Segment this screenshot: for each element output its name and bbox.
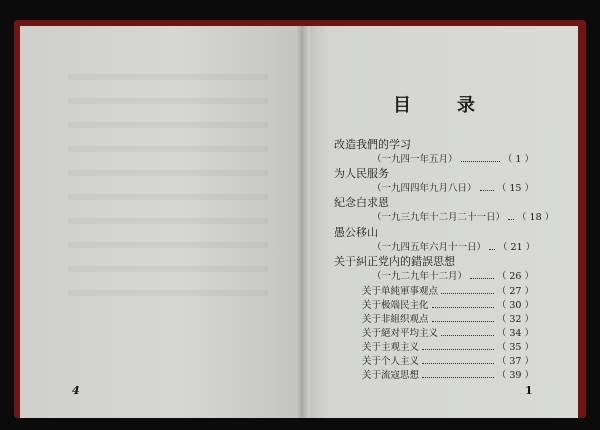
show-through-text	[68, 74, 268, 80]
toc-entry-date: （一九三九年十二月二十一日）	[372, 212, 506, 223]
toc-entry-title: 改造我們的学习	[334, 138, 411, 151]
toc-subsection	[362, 367, 534, 381]
toc-entry-date-line	[372, 209, 555, 223]
leader-dots	[432, 300, 494, 308]
toc-entry-date: （一九二九年十二月）	[372, 271, 468, 282]
toc-page-ref: （ 32 ）	[496, 314, 534, 325]
leader-dots	[441, 286, 494, 294]
toc-subsection-title: 关于极端民主化	[362, 300, 429, 311]
toc-subsection-title: 关于单純軍事观点	[362, 286, 439, 297]
toc-entry-date: （一九四四年九月八日）	[372, 183, 477, 194]
toc-page-ref: （ 35 ）	[496, 342, 534, 353]
toc-page-ref: （ 34 ）	[496, 328, 534, 339]
toc-subsection	[362, 283, 534, 297]
toc-entry-date-line	[372, 180, 534, 194]
toc-entry-title: 关于糾正党内的錯誤思想	[334, 255, 455, 268]
show-through-text	[68, 242, 268, 248]
toc-title-char: 录	[457, 95, 475, 116]
toc-page-ref: （ 15 ）	[496, 183, 534, 194]
toc-entry-date-line	[372, 268, 534, 282]
toc-page-ref: （ 26 ）	[496, 271, 534, 282]
right-page-number: 1	[525, 384, 533, 397]
show-through-text	[68, 290, 268, 296]
book-gutter	[296, 26, 310, 418]
leader-dots	[489, 242, 495, 250]
leader-dots	[422, 356, 494, 364]
show-through-text	[68, 98, 268, 104]
toc-subsection	[362, 297, 534, 311]
toc-subsection	[362, 325, 534, 339]
toc-page-ref: （ 27 ）	[496, 286, 534, 297]
toc-subsection	[362, 353, 534, 367]
toc-title-char: 目	[393, 95, 411, 116]
toc-entry-date-line	[372, 239, 534, 253]
leader-dots	[508, 212, 514, 220]
toc-entry-date: （一九四五年六月十一日）	[372, 242, 487, 253]
toc-page-ref: （ 39 ）	[496, 370, 534, 381]
toc-title	[393, 91, 475, 117]
show-through-text	[68, 194, 268, 200]
toc-entry-title: 紀念白求恩	[334, 196, 389, 209]
leader-dots	[461, 154, 500, 162]
toc-subsection-title: 关于个人主义	[362, 356, 420, 367]
leader-dots	[480, 183, 494, 191]
show-through-text	[68, 122, 268, 128]
leader-dots	[422, 342, 494, 350]
toc-subsection	[362, 311, 534, 325]
leader-dots	[441, 328, 494, 336]
toc-page-ref: （ 18 ）	[517, 212, 555, 223]
toc-entry-date: （一九四一年五月）	[372, 154, 458, 165]
toc-page-ref: （ 30 ）	[496, 300, 534, 311]
toc-entry-title: 愚公移山	[334, 226, 378, 239]
toc-entry-title: 为人民服务	[334, 167, 389, 180]
toc-subsection	[362, 339, 534, 353]
show-through-text	[68, 218, 268, 224]
toc-page-ref: （ 1 ）	[502, 154, 534, 165]
toc-subsection-title: 关于主观主义	[362, 342, 420, 353]
toc-subsection-title: 关于非組织观点	[362, 314, 429, 325]
left-page	[20, 26, 305, 418]
left-page-number: 4	[72, 384, 80, 397]
show-through-text	[68, 146, 268, 152]
show-through-text	[68, 170, 268, 176]
leader-dots	[422, 370, 494, 378]
leader-dots	[432, 314, 494, 322]
toc-subsection-title: 关于流寇思想	[362, 370, 420, 381]
leader-dots	[470, 271, 494, 279]
toc-entry-date-line	[372, 151, 534, 165]
toc-page-ref: （ 21 ）	[498, 242, 536, 253]
toc-subsection-title: 关于絕对平均主义	[362, 328, 439, 339]
toc-page-ref: （ 37 ）	[496, 356, 534, 367]
show-through-text	[68, 266, 268, 272]
